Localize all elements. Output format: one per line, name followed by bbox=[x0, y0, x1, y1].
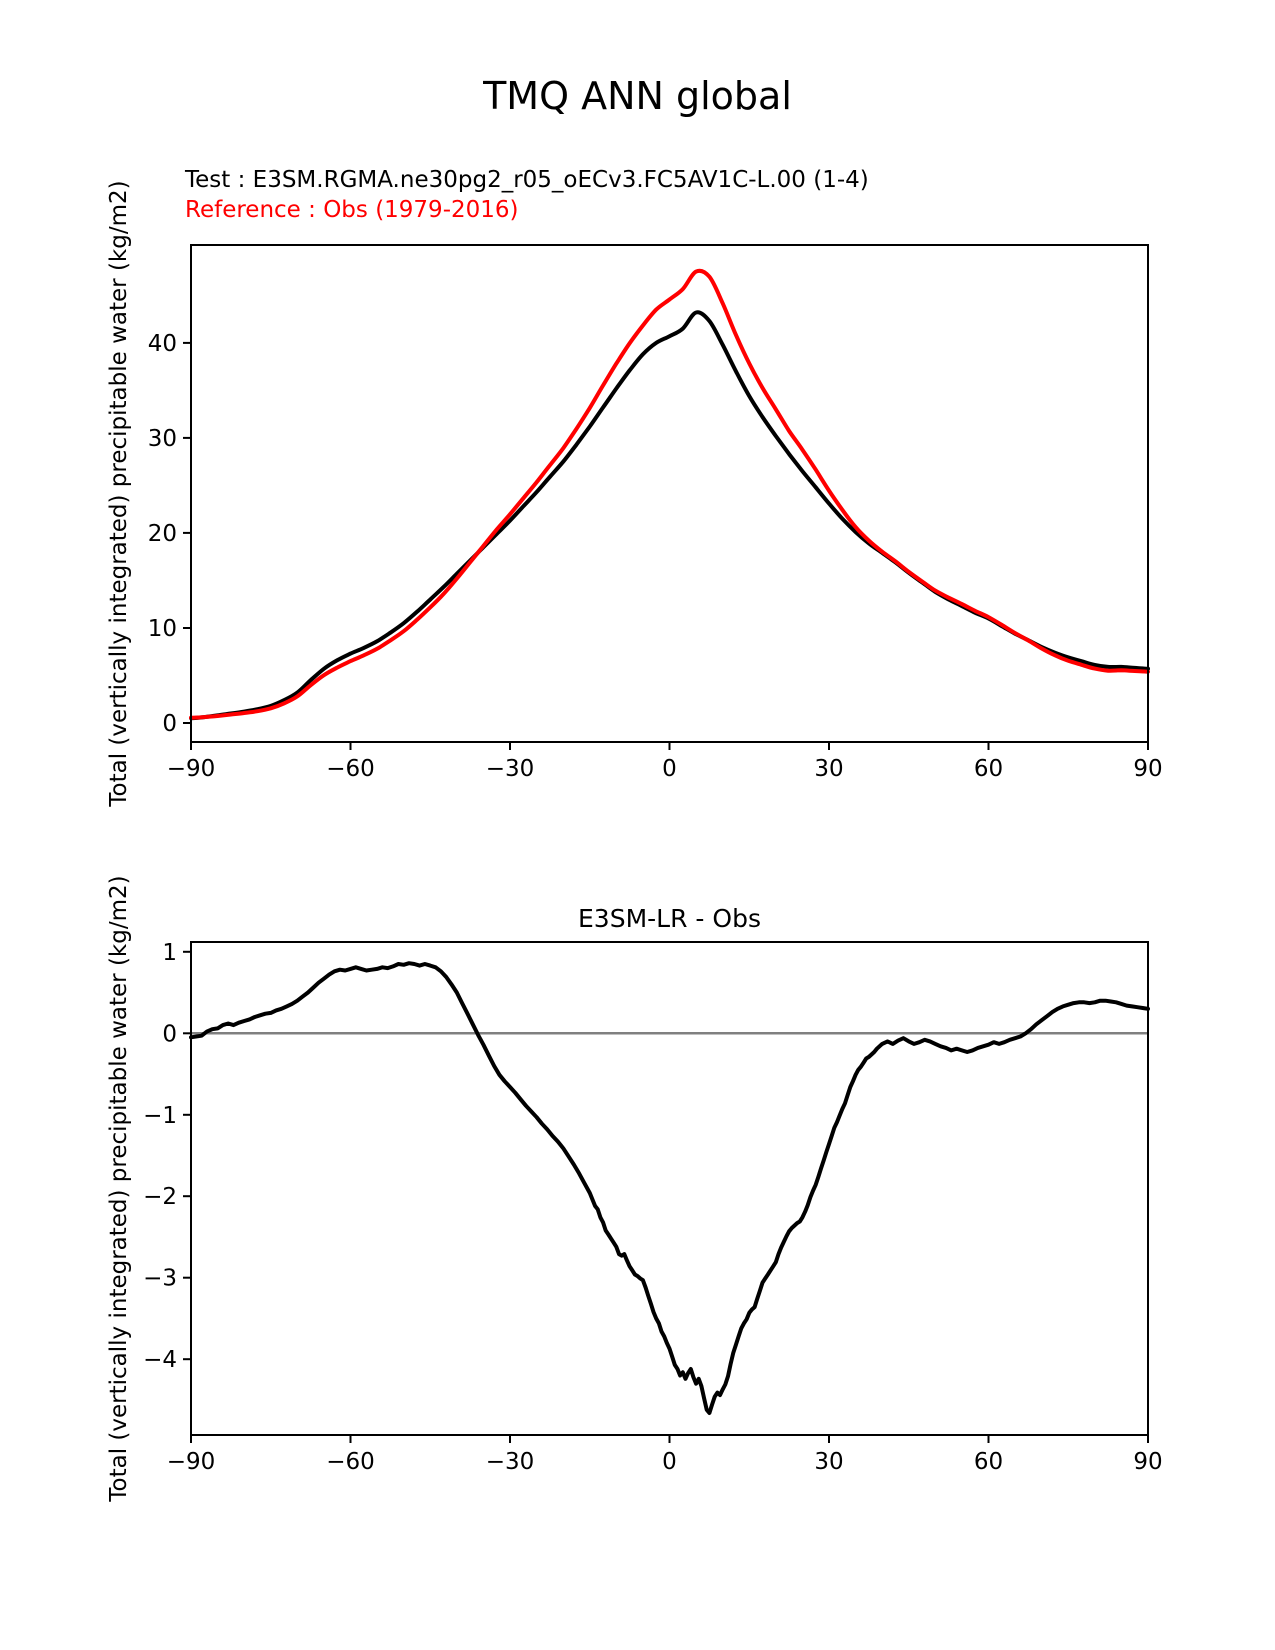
difference-line bbox=[191, 963, 1148, 1413]
y-tick-label: −1 bbox=[143, 1102, 177, 1129]
x-tick-label: −60 bbox=[326, 756, 375, 782]
x-tick-label: −30 bbox=[485, 756, 535, 782]
x-tick-label: −60 bbox=[326, 1449, 375, 1475]
y-tick-label: 40 bbox=[147, 330, 177, 357]
y-tick-label: 0 bbox=[162, 711, 177, 737]
test-line bbox=[191, 312, 1148, 718]
page-title: TMQ ANN global bbox=[483, 74, 792, 118]
x-tick-label: 0 bbox=[662, 1449, 677, 1475]
y-tick-label: −3 bbox=[143, 1265, 177, 1292]
x-tick-label: 60 bbox=[973, 756, 1004, 782]
x-tick-label: −90 bbox=[166, 1449, 216, 1475]
y-tick-label: 30 bbox=[147, 425, 177, 452]
y-axis-label: Total (vertically integrated) precipitable water (kg/m2) bbox=[106, 180, 132, 807]
x-tick-label: −90 bbox=[166, 756, 216, 782]
y-axis-label: Total (vertically integrated) precipitable water (kg/m2) bbox=[106, 875, 132, 1502]
x-tick-label: 60 bbox=[973, 1449, 1004, 1475]
x-tick-label: −30 bbox=[485, 1449, 535, 1475]
y-tick-label: −4 bbox=[143, 1347, 177, 1374]
test-run-label: Test : E3SM.RGMA.ne30pg2_r05_oECv3.FC5AV1C-L.00 (1-4) bbox=[185, 167, 869, 193]
y-tick-label: 1 bbox=[162, 939, 177, 966]
axes-spines bbox=[191, 942, 1148, 1435]
x-tick-label: 30 bbox=[814, 756, 844, 782]
y-tick-label: 0 bbox=[162, 1021, 177, 1048]
x-tick-label: 0 bbox=[662, 756, 677, 782]
y-tick-label: 10 bbox=[147, 616, 177, 642]
panel-title: E3SM-LR - Obs bbox=[578, 904, 761, 933]
y-tick-label: 20 bbox=[147, 520, 177, 547]
reference-run-label: Reference : Obs (1979-2016) bbox=[185, 197, 519, 223]
x-tick-label: 30 bbox=[814, 1449, 844, 1475]
y-tick-label: −2 bbox=[143, 1184, 177, 1211]
x-tick-label: 90 bbox=[1133, 756, 1163, 782]
x-tick-label: 90 bbox=[1133, 1449, 1163, 1475]
